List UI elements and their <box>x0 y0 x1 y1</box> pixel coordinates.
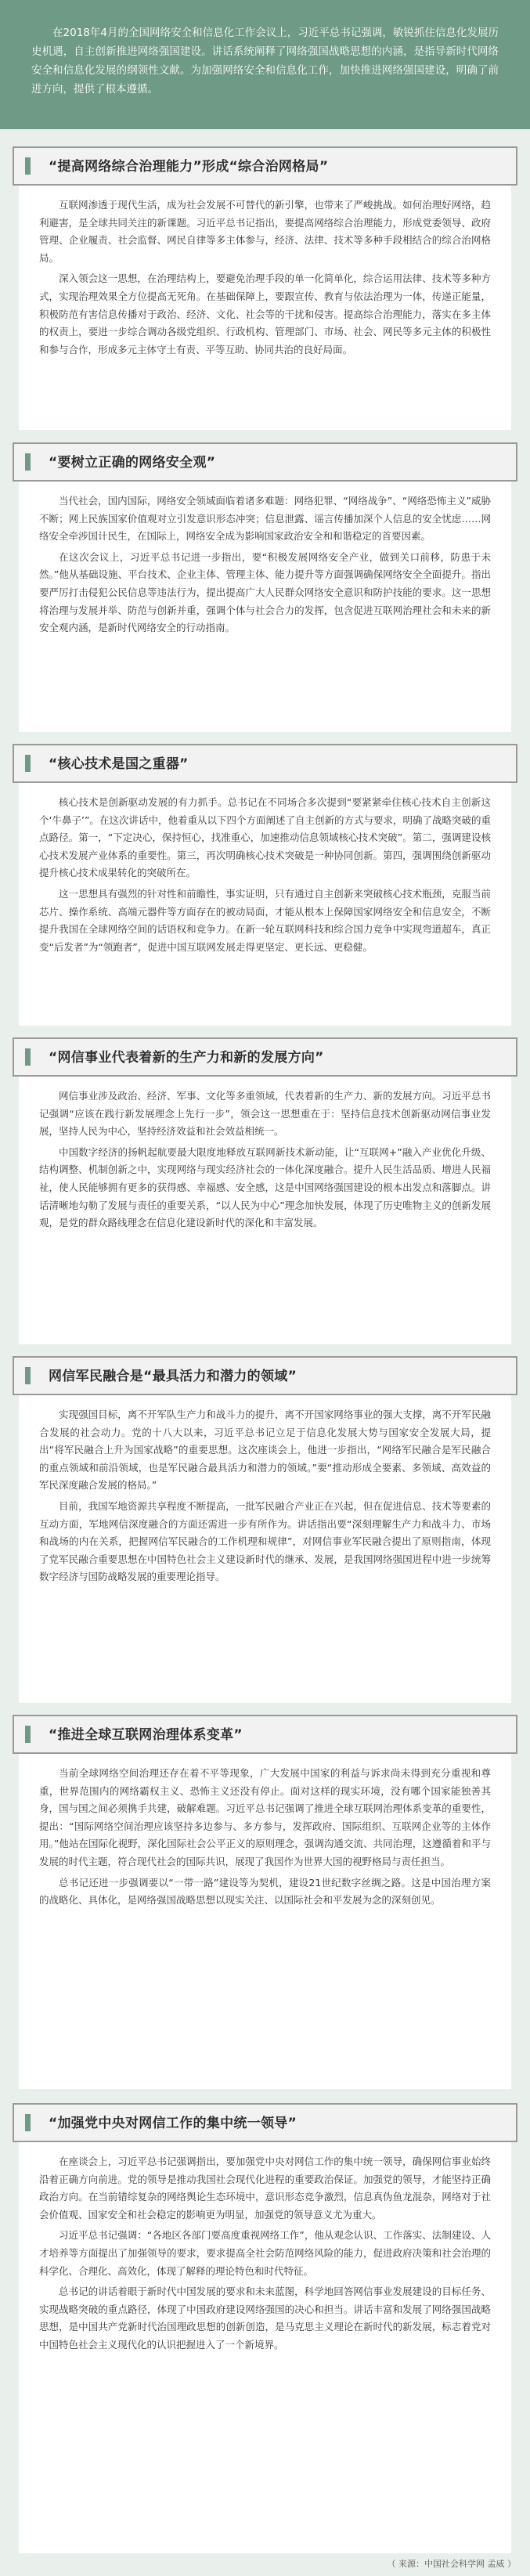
section-7-title: “加强党中央对网信工作的集中统一领导” <box>49 2116 297 2131</box>
section-3-paragraph-1: 核心技术是创新驱动发展的有力抓手。总书记在不同场合多次提到“要紧紧牵住核心技术自主创新这个‘牛鼻子’”。在这次讲话中，他着重从以下四个方面阐述了自主创新的方式与要求，明确了战略突破的重点路径。第一，“下定决心，保持恒心，找准重心，加速推动信息领域核心技术突破”。第二，强调建设核心技术发展产业体系的重要性。第三，再次明确核心技术突破是一种协同创新。第四，强调围绕创新驱动提升核心技术成果转化的突破所在。 <box>39 796 491 879</box>
section-6-body <box>19 1754 511 2089</box>
intro-paragraph: 在2018年4月的全国网络安全和信息化工作会议上，习近平总书记强调，敏锐抓住信息化发展历史机遇，自主创新推进网络强国建设。讲话系统阐释了网络强国战略思想的内涵，是指导新时代网络安全和信息化发展的纲领性文献。为加强网络安全和信息化工作，加快推进网络强国建设，明确了前进方向，提供了根本遵循。 <box>0 0 530 129</box>
section-marker-bar <box>25 2114 31 2131</box>
section-marker-bar <box>25 157 31 175</box>
source-credit: （ 来源：中国社会科学网 孟威 ） <box>387 2559 516 2569</box>
section-3-paragraph-2: 这一思想具有强烈的针对性和前瞻性，事实证明，只有通过自主创新来突破核心技术瓶颈，克服当前芯片、操作系统、高端元器件等方面存在的被动局面，才能从根本上保障国家网络安全和信息安全，不断提升我国在全球网络空间的话语权和竞争力。在新一轮互联网科技和综合国力竞争中实现弯道超车，真正变“后发者”为“领跑者”，促进中国互联网发展走得更坚定、更长远、更稳健。 <box>39 887 491 953</box>
section-6-header <box>13 1715 517 1754</box>
section-2-paragraph-1: 当代社会，国内国际，网络安全领域面临着诸多难题：网络犯罪、“网络战争”、“网络恐怖主义”威胁不断；网上民族国家价值观对立引发意识形态冲突；信息泄露、谣言传播加深个人信息的安全忧虑……网络安全牵涉国计民生，在国际上，网络安全成为影响国家政治安全和和谐稳定的首要因素。 <box>39 495 491 543</box>
section-2-body <box>19 482 511 732</box>
section-2-title: “要树立正确的网络安全观” <box>49 455 216 471</box>
section-marker-bar <box>25 1048 31 1066</box>
section-3-header <box>13 744 517 783</box>
section-4-title: “网信事业代表着新的生产力和新的发展方向” <box>49 1050 324 1066</box>
section-3-body <box>19 783 511 1026</box>
section-1-body <box>19 186 511 430</box>
section-6-title: “推进全球互联网治理体系变革” <box>49 1727 243 1743</box>
section-4-body <box>19 1077 511 1344</box>
section-2-header <box>13 442 517 482</box>
section-4-paragraph-2: 中国数字经济的扬帆起航要最大限度地释放互联网新技术新动能，让“互联网+”融入产业优化升级、结构调整、机制创新之中，实现网络与现实经济社会的一体化深度融合。提升人民生活品质、增进人民福祉，使人民能够拥有更多的获得感、幸福感、安全感，这是中国网络强国建设的根本出发点和落脚点。讲话清晰地勾勒了发展与责任的重要关系，“以人民为中心”理念加快发展，体现了历史唯物主义的创新发展观，是党的群众路线理念在信息化建设新时代的深化和丰富发展。 <box>39 1145 491 1229</box>
section-5-title: 网信军民融合是“最具活力和潜力的领域” <box>49 1369 297 1384</box>
section-marker-bar <box>25 1367 31 1384</box>
section-1-title: “提高网络综合治理能力”形成“综合治网格局” <box>49 159 329 175</box>
section-6-paragraph-2: 总书记还进一步强调要以“一带一路”建设等为契机，建设21世纪数字丝绸之路。这是中国治理方案的战略化、具体化，是网络强国战略思想以现实关注、以国际社会和平发展为念的深刻创见。 <box>39 1876 491 1907</box>
section-1-header <box>13 146 517 186</box>
section-5-body <box>19 1395 511 1703</box>
section-4-paragraph-1: 网信事业涉及政治、经济、军事、文化等多重领域，代表着新的生产力、新的发展方向。习近平总书记强调“应该在践行新发展理念上先行一步”，领会这一思想重在于：坚持信息技术创新驱动网信事业发展，坚持人民为中心，坚持经济效益和社会效益相统一。 <box>39 1090 491 1138</box>
section-7-body <box>19 2142 511 2553</box>
section-7-paragraph-1: 在座谈会上，习近平总书记强调指出，要加强党中央对网信工作的集中统一领导，确保网信事业始终沿着正确方向前进。党的领导是推动我国社会现代化进程的重要政治保证。加强党的领导，才能坚持正确政治方向。在当前错综复杂的网络舆论生态环境中，意识形态竞争激烈，信息真伪鱼龙混杂，网络对于社会价值观、国家安全和社会稳定的影响更为明显，加强党的领导意义尤为重大。 <box>39 2156 491 2221</box>
section-3-title: “核心技术是国之重器” <box>49 756 189 772</box>
section-5-paragraph-1: 实现强国目标，离不开军队生产力和战斗力的提升，离不开国家网络事业的强大支撑，离不开军民融合发展的社会动力。党的十八大以来，习近平总书记立足于信息化发展大势与国家安全发展大局，提出“将军民融合上升为国家战略”的重要思想。这次座谈会上，他进一步指出，“网络军民融合是军民融合的重点领域和前沿领域，也是军民融合最具活力和潜力的领域。”要“推动形成全要素、多领域、高效益的军民深度融合发展的格局。” <box>39 1409 491 1492</box>
section-1-paragraph-2: 深入领会这一思想，在治理结构上，要避免治理手段的单一化简单化，综合运用法律、技术等多种方式，实现治理效果全方位提高无死角。在基础保障上，要跟宣传、教育与依法治理为一体，传递正能量，积极防范有害信息传播对于政治、经济、文化、社会等的干扰和侵害。提高综合治理能力，落实在多主体的权责上，要进一步综合调动各级党组织、行政机构、管理部门、市场、社会、网民等多元主体的积极性和参与合作，形成多元主体守土有责、平等互助、协同共治的良好局面。 <box>39 272 491 355</box>
section-marker-bar <box>25 453 31 471</box>
section-1-paragraph-1: 互联网渗透于现代生活，成为社会发展不可替代的新引擎，也带来了严峻挑战。如何治理好网络，趋利避害，是全球共同关注的新课题。习近平总书记指出，要提高网络综合治理能力，形成党委领导、政府管理、企业履责、社会监督、网民自律等多主体参与，经济、法律、技术等多种手段相结合的综合治网格局。 <box>39 199 491 264</box>
section-marker-bar <box>25 1726 31 1743</box>
section-4-header <box>13 1037 517 1077</box>
section-5-header <box>13 1356 517 1395</box>
section-5-paragraph-2: 目前，我国军地资源共享程度不断提高，一批军民融合产业正在兴起，但在促进信息、技术等要素的互动方面，军地网信深度融合的方面还需进一步有所作为。讲话指出要“深刻理解生产力和战斗力、市场和战场的内在关系，把握网信军民融合的工作机理和规律”，对网信事业军民融合提出了原则指南，体现了党军民融合重要思想在中国特色社会主义建设新时代的继承、发展，是我国网络强国进程中进一步统筹数字经济与国防战略发展的重要理论指导。 <box>39 1499 491 1583</box>
section-7-paragraph-2: 习近平总书记强调：“各地区各部门要高度重视网络工作”，他从观念认识、工作落实、法制建设、人才培养等方面提出了加强领导的要求，要求提高全社会防范网络风险的能力，促进政府决策和社会治理的科学化、合理化、高效化，体现了解释的理论特色和时代特征。 <box>39 2229 491 2277</box>
section-marker-bar <box>25 755 31 772</box>
section-7-paragraph-3: 总书记的讲话着眼于新时代中国发展的要求和未来蓝图，科学地回答网信事业发展建设的目标任务、实现战略突破的重点路径，体现了中国政府建设网络强国的决心和担当。讲话丰富和发展了网络强国战略思想，是中国共产党新时代治国理政思想的创新创造，是马克思主义理论在新时代的新发展，标志着党对中国特色社会主义现代化的认识把握进入了一个新境界。 <box>39 2286 491 2351</box>
section-7-header <box>13 2103 517 2142</box>
section-6-paragraph-1: 当前全球网络空间治理还存在着不平等现象，广大发展中国家的利益与诉求尚未得到充分重视和尊重，世界范围内的网络霸权主义、恐怖主义还没有停止。面对这样的现实环境，没有哪个国家能独善其身，国与国之间必须携手共建，破解难题。习近平总书记强调了推进全球互联网治理体系变革的重要性，提出：“国际网络空间治理应该坚持多边参与、多方参与，发挥政府、国际组织、互联网企业等的主体作用。”他站在国际化视野，深化国际社会公平正义的原则理念，强调沟通交流、共同治理，这遵循着和平与发展的时代主题，符合现代社会的国际共识，展现了我国作为世界大国的视野格局与责任担当。 <box>39 1767 491 1867</box>
section-2-paragraph-2: 在这次会议上，习近平总书记进一步指出，要“积极发展网络安全产业，做到关口前移，防患于未然。”他从基础设施、平台技术、企业主体、管理主体、能力提升等方面强调确保网络安全全面提升。指出要严厉打击侵犯公民信息等违法行为，提出提高广大人民群众网络安全意识和防护技能的要求。这一思想将治理与发展并举、防范与创新并重，强调个体与社会合力的发挥，包含促进互联网治理社会和未来的新安全观内涵，是新时代网络安全的行动指南。 <box>39 550 491 634</box>
